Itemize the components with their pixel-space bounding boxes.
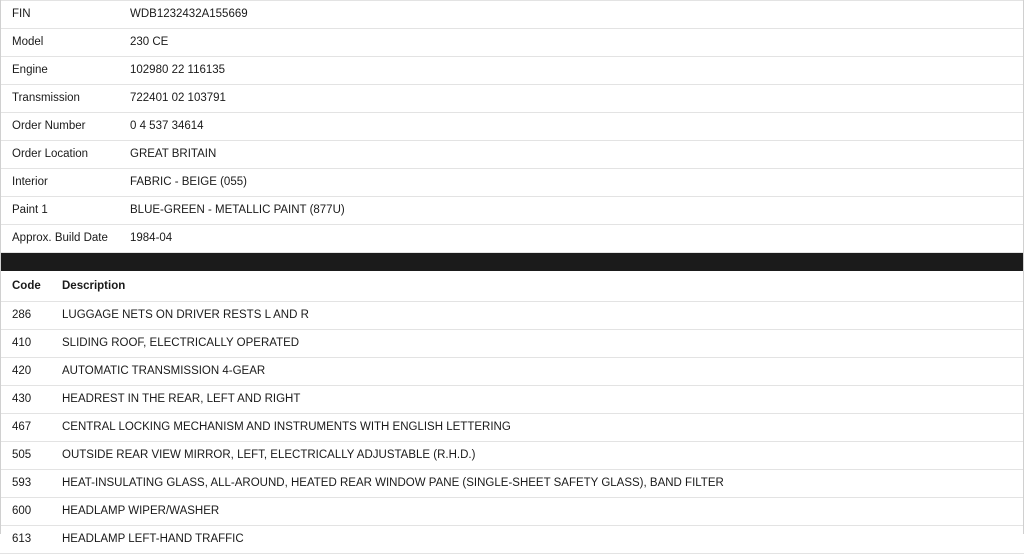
spec-value: 1984-04: [130, 225, 1024, 253]
table-row: [0, 302, 1024, 330]
option-code: 593: [0, 470, 62, 498]
spec-label: Order Location: [0, 141, 130, 169]
table-row: [0, 330, 1024, 358]
section-divider: [0, 253, 1024, 271]
spec-label: Transmission: [0, 85, 130, 113]
spec-value: 722401 02 103791: [130, 85, 1024, 113]
table-row: [0, 169, 1024, 197]
spec-label: FIN: [0, 1, 130, 29]
spec-label: Approx. Build Date: [0, 225, 130, 253]
option-description: LUGGAGE NETS ON DRIVER RESTS L AND R: [62, 302, 1024, 330]
table-row: [0, 225, 1024, 253]
options-table: [0, 271, 1024, 554]
table-row: [0, 29, 1024, 57]
option-description: AUTOMATIC TRANSMISSION 4-GEAR: [62, 358, 1024, 386]
option-code: 430: [0, 386, 62, 414]
column-header-code: Code: [0, 271, 62, 302]
table-row: [0, 414, 1024, 442]
table-row: [0, 442, 1024, 470]
table-row: [0, 498, 1024, 526]
option-code: 613: [0, 526, 62, 554]
option-description: HEADLAMP LEFT-HAND TRAFFIC: [62, 526, 1024, 554]
spec-label: Paint 1: [0, 197, 130, 225]
option-code: 600: [0, 498, 62, 526]
table-row: [0, 141, 1024, 169]
table-row: [0, 358, 1024, 386]
spec-value: BLUE-GREEN - METALLIC PAINT (877U): [130, 197, 1024, 225]
option-description: HEADLAMP WIPER/WASHER: [62, 498, 1024, 526]
spec-value: WDB1232432A155669: [130, 1, 1024, 29]
table-row: [0, 526, 1024, 554]
table-row: [0, 197, 1024, 225]
vehicle-spec-body: [0, 1, 1024, 253]
spec-label: Order Number: [0, 113, 130, 141]
table-row: [0, 470, 1024, 498]
table-row: [0, 57, 1024, 85]
vehicle-spec-table: [0, 0, 1024, 253]
table-row: [0, 1, 1024, 29]
option-description: CENTRAL LOCKING MECHANISM AND INSTRUMENTS WITH ENGLISH LETTERING: [62, 414, 1024, 442]
table-header-row: [0, 271, 1024, 302]
option-code: 410: [0, 330, 62, 358]
option-code: 505: [0, 442, 62, 470]
spec-value: 230 CE: [130, 29, 1024, 57]
options-table-header: [0, 271, 1024, 302]
spec-label: Engine: [0, 57, 130, 85]
spec-label: Model: [0, 29, 130, 57]
table-row: [0, 386, 1024, 414]
spec-label: Interior: [0, 169, 130, 197]
table-row: [0, 85, 1024, 113]
option-code: 286: [0, 302, 62, 330]
spec-value: 0 4 537 34614: [130, 113, 1024, 141]
options-table-body: [0, 302, 1024, 554]
option-code: 420: [0, 358, 62, 386]
option-description: HEADREST IN THE REAR, LEFT AND RIGHT: [62, 386, 1024, 414]
column-header-description: Description: [62, 271, 1024, 302]
option-description: OUTSIDE REAR VIEW MIRROR, LEFT, ELECTRICALLY ADJUSTABLE (R.H.D.): [62, 442, 1024, 470]
option-description: HEAT-INSULATING GLASS, ALL-AROUND, HEATED REAR WINDOW PANE (SINGLE-SHEET SAFETY GLASS), BAND FILTER: [62, 470, 1024, 498]
spec-value: GREAT BRITAIN: [130, 141, 1024, 169]
option-code: 467: [0, 414, 62, 442]
spec-value: 102980 22 116135: [130, 57, 1024, 85]
spec-value: FABRIC - BEIGE (055): [130, 169, 1024, 197]
table-row: [0, 113, 1024, 141]
option-description: SLIDING ROOF, ELECTRICALLY OPERATED: [62, 330, 1024, 358]
